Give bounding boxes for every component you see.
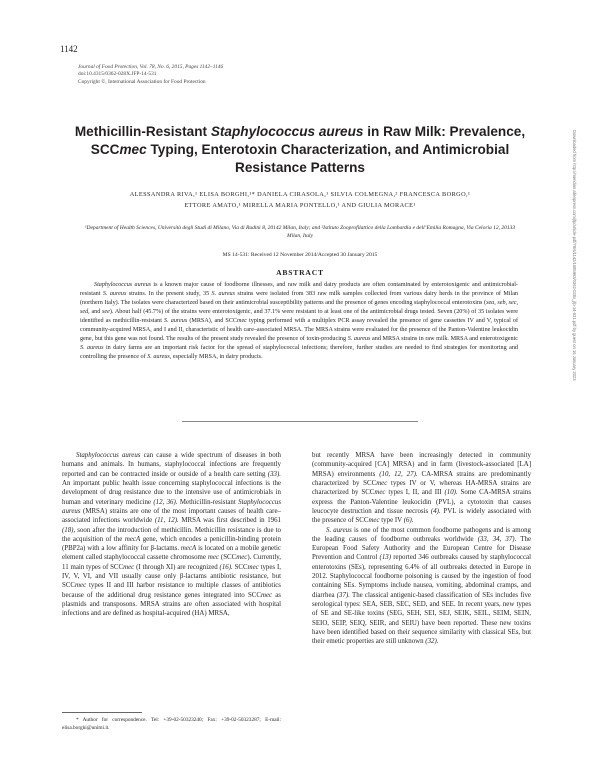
section-divider: [182, 421, 418, 422]
italic-run: (37).: [336, 591, 350, 599]
italic-run: (18),: [62, 526, 76, 534]
italic-run: see: [102, 308, 110, 315]
text-run: is a known major cause of foodborne illnesses, and raw milk and dairy products are often contaminated by enterotoxigenic and antimicrobial-resistant: [80, 282, 518, 297]
affiliations: ¹Department of Health Sciences, Università degli Studi di Milano, Via di Rudinì 8, 20142 Milan, Italy; and ²Istituto Zooprofilattico della Lombardia e dell’Emilia Romagna, Via Celoria 12, 20133 Milan, Italy: [84, 225, 516, 239]
italic-run: mec: [260, 591, 273, 599]
authors-line-2: ETTORE AMATO,¹ MIRELLA MARIA PONTELLO,¹ AND GIULIA MORACE¹: [184, 201, 416, 209]
journal-copyright: Copyright ©, International Association for Food Protection: [78, 78, 206, 85]
italic-run: S. aureus: [80, 344, 104, 351]
italic-run: S. aureus,: [147, 353, 172, 360]
italic-run: (12, 36).: [153, 498, 178, 506]
article-title: [60, 123, 540, 177]
italic-run: S. aureus: [326, 526, 352, 534]
italic-run: mecA: [180, 545, 197, 553]
authors-line-1: ALESSANDRA RIVA,¹ ELISA BORGHI,¹* DANIELA CIRASOLA,¹ SILVIA COLMEGNA,² FRANCESCA BORGO,¹: [129, 191, 471, 198]
journal-doi[interactable]: doi:10.4315/0362-028X.JFP-14-531: [78, 71, 157, 78]
italic-run: mec: [237, 317, 247, 324]
text-run: ). Currently, 11 main types of SCC: [62, 554, 281, 571]
italic-run: (10, 12, 27).: [379, 470, 418, 478]
italic-run: sea, seb, sec, sed,: [80, 299, 519, 315]
title-text-2: in Raw Milk: Prevalence, SCC: [90, 124, 526, 157]
text-run: Methicillin-resistant: [177, 498, 239, 506]
text-run: type IV: [379, 517, 404, 525]
text-run: strains were isolated from 383 raw milk samples collected from various dairy herds in the province of Milan (northern Italy). The isolates were characterized based on their antimicrobial susceptibility patterns and the presence of genes encoding staphylococcal enterotoxins (: [80, 290, 518, 306]
abstract-heading: ABSTRACT: [276, 268, 324, 277]
text-run: can cause a wide spectrum of diseases in both humans and animals. In humans, staphylococcal infections are frequently reported and can be contracted inside or outside of a health care setting: [62, 452, 281, 478]
abstract-text: [80, 281, 518, 362]
italic-run: mec: [368, 517, 380, 525]
text-run: soon after the introduction of methicillin. Methicillin resistance is due to the acquisition of the: [62, 526, 281, 543]
body-column-right: [312, 451, 531, 647]
text-run: (MRSA), and SCC: [187, 317, 238, 324]
title-mec: mec: [119, 142, 147, 157]
italic-run: mecA: [124, 535, 141, 543]
text-run: The classical antigenic-based classification of SEs includes five serological types: SEA, SEB, SEC, SED, and SEE. In recent years, new types of SE and SE-like toxins (SEG, SEH, SEI, SEJ, SEIK, SEIL, SEIM, SEIN, SEIO, SEIP, SEIQ, SEIR, and SEIU) have been reported. These new toxins have been identified based on their sequence similarity with classical SEs, but their emetic properties are still unknown: [312, 591, 531, 646]
intro-paragraph-2: [312, 526, 531, 647]
italic-run: S. aureus: [211, 290, 236, 297]
text-run: CA-MRSA strains are predominantly characterized by SCC: [312, 470, 532, 487]
italic-run: (10).: [444, 489, 458, 497]
text-run: is located on a mobile genetic element called staphylococcal cassette chromosome: [62, 545, 281, 562]
text-run: SCC: [232, 563, 248, 571]
italic-run: mec: [247, 563, 259, 571]
text-run: types I, IV, V, VI, and VII usually cause only β-lactams antibiotic resistance, but SCC: [62, 563, 281, 590]
italic-run: S. aureus: [102, 290, 127, 297]
text-run: as plasmids and transposons. MRSA strains are often associated with hospital infections and are defined as hospital-acquired (HA) MRSA,: [62, 591, 281, 618]
journal-header: [78, 64, 438, 86]
intro-paragraph-continued: [312, 451, 531, 526]
title-text-3: Typing, Enterotoxin Characterization, and Antimicrobial Resistance Patterns: [146, 142, 510, 175]
italic-run: Staphylococcus aureus: [62, 498, 282, 515]
body-column-left: [62, 451, 281, 619]
text-run: ). About half (45.7%) of the strains were enterotoxigenic, and 37.1% were resistant to at least one of the antimicrobial drugs tested. Seven (20%) of 35 isolates were identified as methicillin-resistant: [80, 308, 518, 324]
text-run: typing performed with a multiplex PCR assay revealed the presence of gene cassettes IV and V, typical of community-acquired MRSA, and I and II, characteristic of health care–associated MRSA. The MRSA strains were evaluated for the presence of the Panton-Valentine leukocidin gene, but this gene was not found. The results of the present study revealed the presence of toxin-producing: [80, 317, 518, 342]
italic-run: (33).: [267, 470, 281, 478]
page-number: 1142: [60, 44, 78, 54]
italic-run: mec: [376, 479, 388, 487]
text-run: but recently MRSA have been increasingly detected in community (community-acquired [CA] MRSA) and in farm (livestock-associated [LA] MRSA) environments: [312, 452, 531, 478]
italic-run: Staphylococcus aureus: [94, 282, 152, 288]
text-run: in dairy farms are an important risk factor for the spread of staphylococcal infections; therefore, further studies are needed to find strategies for monitoring and controlling the presence of: [80, 344, 518, 360]
italic-run: mec: [123, 563, 135, 571]
italic-run: mec: [236, 554, 248, 562]
text-run: (MRSA) strains are one of the most important causes of health care–associated infections worldwide: [62, 507, 281, 525]
text-run: types I, II, and III: [385, 489, 445, 497]
text-run: strains. In the present study, 35: [126, 290, 212, 297]
italic-run: (13): [379, 554, 392, 562]
text-run: types IV or V, whereas HA-MRSA strains are characterized by SCC: [312, 479, 531, 497]
correspondence-footnote: * Author for correspondence. Tel: +39-02-50323240; Fax: +39-02-50323287; E-mail: elisa.borghi@unimi.it.: [62, 717, 281, 731]
text-run: (I through XI) are recognized: [134, 563, 220, 571]
italic-run: (32).: [425, 638, 439, 646]
text-run: and MRSA strains in raw milk. MRSA and enterotoxigenic: [370, 335, 518, 342]
text-run: especially MRSA, in dairy products.: [171, 353, 263, 360]
author-list: [90, 190, 510, 211]
title-text-1: Methicillin-Resistant: [74, 124, 211, 139]
text-run: The European Food Safety Authority and the European Centre for Disease Prevention and Control: [312, 535, 531, 562]
italic-run: (16).: [219, 563, 233, 571]
italic-run: S. aureus: [164, 317, 188, 324]
italic-run: S. aureus: [347, 335, 371, 342]
manuscript-info: MS 14-531: Received 12 November 2014/Accepted 30 January 2015: [222, 252, 378, 258]
text-run: MRSA was first described in 1961: [178, 517, 281, 525]
text-run: reported 346 outbreaks caused by staphylococcal enterotoxins (SEs), representing 6.4% of all outbreaks detected in Europe in 2012. Staphylococcal foodborne poisoning is caused by the ingestion of food containing SEs. Symptoms include nausea, vomiting, abdominal cramps, and diarrhea: [312, 554, 532, 599]
intro-paragraph-1: [62, 451, 281, 619]
text-run: and: [89, 308, 103, 315]
title-species: Staphylococcus aureus: [210, 124, 364, 139]
text-run: PVL is widely associated with the presence of SCC: [312, 507, 532, 525]
text-run: (SCC: [219, 554, 237, 562]
italic-run: mec: [207, 554, 219, 562]
italic-run: (11, 12).: [154, 517, 179, 525]
text-run: types II and III harbor resistance to multiple classes of antibiotics because of the additional drug resistance genes integrated into SCC: [62, 582, 281, 599]
italic-run: (6).: [403, 517, 414, 525]
italic-run: (33, 34, 37).: [477, 535, 517, 543]
italic-run: mec: [75, 582, 87, 590]
italic-run: mec: [374, 489, 386, 497]
text-run: gene, which encodes a penicillin-binding protein (PBP2a) with a low affinity for β-lactams.: [62, 535, 281, 553]
journal-citation: Journal of Food Protection, Vol. 78, No. 6, 2015, Pages 1142–1146: [78, 64, 224, 70]
italic-run: Staphylococcus aureus: [76, 452, 141, 459]
text-run: Some CA-MRSA strains express the Panton-Valentine leukocidin (PVL), a cytotoxin that causes leucocyte destruction and tissue necrosis: [312, 489, 532, 515]
text-run: An important public health issue concerning staphylococcal infections is the development of drug resistance due to the intensive use of antimicrobials in human and veterinary medicine: [62, 479, 281, 506]
download-watermark: Downloaded from http://meridian.allenpress.com/jfp/article-pdf/78/6/1142/1685963/0362-028x_jfp-14-531.pdf by guest on 16 January 2023: [572, 130, 577, 381]
italic-run: (4).: [430, 507, 441, 515]
text-run: is one of the most common foodborne pathogens and is among the leading causes of foodborne outbreaks worldwide: [312, 526, 531, 543]
footnote-divider: [62, 712, 142, 713]
